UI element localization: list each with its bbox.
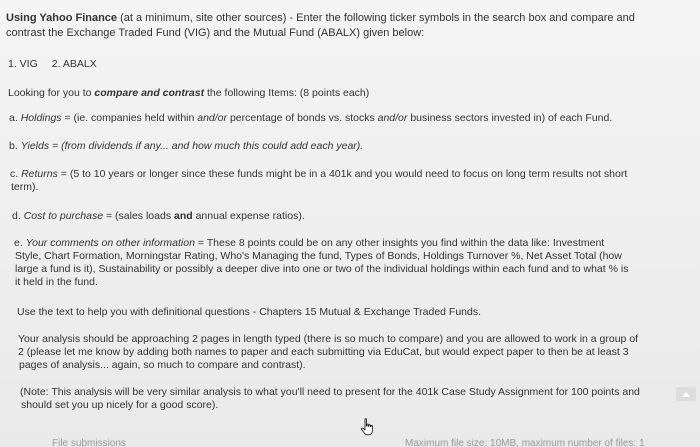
item-e-line-4: it held in the fund. [15, 276, 98, 288]
item-a-text-before: = (ie. companies held within [61, 112, 198, 124]
item-c-term: Returns [21, 168, 58, 180]
intro-line-2: contrast the Exchange Traded Fund (VIG) and the Mutual Fund (ABALX) given below: [6, 27, 425, 39]
looking-pre: Looking for you to [8, 87, 95, 99]
hand-pointer-icon [360, 418, 376, 436]
item-a-text-mid: percentage of bonds vs. stocks [227, 112, 378, 124]
item-d-cost [12, 210, 305, 224]
item-c-returns-line-1 [10, 168, 627, 182]
item-a-prefix: a. [9, 112, 21, 124]
intro-rest: (at a minimum, site other sources) - Enter the following ticker symbols in the search box and compare and [117, 12, 635, 24]
analysis-line-2: 2 (please let me know by adding both names to paper and each submitting via EduCat, but would expect paper to then be at least 3 [18, 346, 629, 358]
item-a-em1: and/or [197, 112, 228, 124]
item-d-text-b: annual expense ratios). [192, 210, 305, 222]
file-submissions-label: File submissions [52, 438, 126, 447]
looking-for-line [8, 87, 369, 101]
note-line-1: (Note: This analysis will be very similar analysis to what you'll need to present for the 401k Case Study Assignment for 100 points and [20, 386, 640, 398]
intro-bold: Using Yahoo Finance [6, 12, 118, 24]
ticker-abalx: 2. ABALX [51, 58, 97, 70]
item-e-line-1 [14, 237, 604, 251]
item-d-and: and [174, 210, 193, 222]
looking-post: the following Items: (8 points each) [204, 87, 370, 99]
item-c-prefix: c. [10, 168, 22, 180]
item-a-term: Holdings [20, 112, 62, 124]
item-e-line-2: Style, Chart Formation, Morningstar Rating, Who's Managing the fund, Types of Bonds, Holdings Turnover %, Net Asset Total (how [15, 250, 622, 262]
scroll-up-button[interactable] [676, 387, 696, 401]
item-e-text: = These 8 points could be on any other insights you find within the data like: Investment [194, 237, 605, 249]
item-a-holdings [9, 112, 612, 126]
ticker-vig: 1. VIG [8, 58, 38, 70]
item-b-yields [9, 140, 363, 154]
item-b-term: Yields [20, 140, 50, 152]
item-d-term: Cost to purchase [23, 210, 104, 222]
analysis-line-1: Your analysis should be approaching 2 pages in length typed (there is so much to compare) and you are allowed to work in a group of [18, 333, 639, 345]
item-c-returns-line-2: term). [11, 181, 39, 193]
item-c-text: = (5 to 10 years or longer since these funds might be in a 401k and you would need to focus on long term results not short [57, 168, 628, 180]
item-d-prefix: d. [12, 210, 24, 222]
item-e-prefix: e. [14, 237, 26, 249]
compare-contrast-emphasis: compare and contrast [94, 87, 205, 99]
intro-line-1 [6, 12, 635, 26]
item-a-em2: and/or [377, 112, 408, 124]
item-e-line-3: large a fund is it), Sustainability or possibly a deeper dive into one or two of the individual holdings within each fund and to what % is [15, 263, 629, 275]
item-a-text-after: business sectors invested in) of each Fund. [407, 112, 613, 124]
analysis-line-3: pages of analysis... again, so much to compare and contrast). [19, 359, 306, 371]
use-text-line: Use the text to help you with definitional questions - Chapters 15 Mutual & Exchange Traded Funds. [17, 306, 482, 318]
ticker-list [8, 58, 97, 72]
file-limits-label: Maximum file size: 10MB, maximum number of files: 1 [405, 438, 645, 447]
item-e-term: Your comments on other information [25, 237, 195, 249]
item-d-text-a: = (sales loads [103, 210, 174, 222]
item-b-prefix: b. [9, 140, 21, 152]
note-line-2: should set you up nicely for a good score). [21, 399, 219, 411]
chevron-up-icon [682, 392, 690, 397]
item-b-text: = (from dividends if any... and how much this could add each year). [49, 140, 364, 152]
